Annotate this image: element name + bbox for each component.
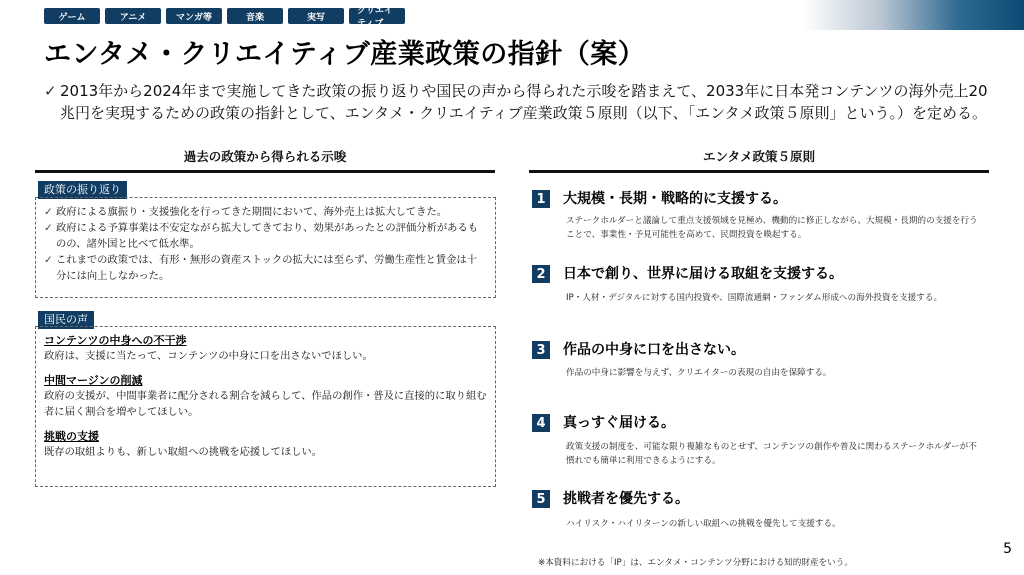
page-number: 5 — [1003, 541, 1012, 557]
left-column-heading: 過去の政策から得られる示唆 — [35, 147, 495, 173]
review-item: ✓ 政府による旗振り・支援強化を行ってきた期間において、海外売上は拡大してきた。 — [44, 206, 448, 218]
review-box — [35, 197, 496, 298]
voice-text: 既存の取組よりも、新しい取組への挑戦を応援してほしい。 — [44, 446, 323, 458]
tab-game[interactable]: ゲーム — [44, 8, 100, 24]
voice-text: 政府は、支援に当たって、コンテンツの中身に口を出さないでほしい。 — [44, 350, 373, 362]
principle-description: ステークホルダーと議論して重点支援領域を見極め、機動的に修正しながら、大規模・長期的の支援を行うことで、事業性・予見可能性を高めて、民間投資を喚起する。 — [566, 216, 978, 240]
principle-description: ハイリスク・ハイリターンの新しい取組への挑戦を優先して支援する。 — [566, 519, 841, 529]
principle-description: IP・人材・デジタルに対する国内投資や、国際流通網・ファンダム形成への海外投資を支援する。 — [566, 293, 943, 303]
principle-heading: 大規模・長期・戦略的に支援する。 — [563, 191, 787, 207]
principle-number: 5 — [532, 490, 550, 508]
header-gradient-bar — [804, 0, 1024, 30]
principle-number: 4 — [532, 414, 550, 432]
principle-number: 3 — [532, 341, 550, 359]
principle-heading: 挑戦者を優先する。 — [563, 491, 689, 507]
right-column-heading: エンタメ政策５原則 — [529, 147, 989, 173]
check-icon: ✓ — [44, 82, 57, 100]
principle-number: 1 — [532, 190, 550, 208]
voice-heading: 中間マージンの削減 — [44, 374, 143, 387]
principle-heading: 日本で創り、世界に届ける取組を支援する。 — [563, 266, 843, 282]
principle-heading: 作品の中身に口を出さない。 — [563, 342, 745, 358]
tab-creative[interactable]: クリエイティブ — [349, 8, 405, 24]
voices-box — [35, 326, 496, 487]
review-label: 政策の振り返り — [38, 181, 127, 199]
principle-heading: 真っすぐ届ける。 — [563, 415, 675, 431]
check-icon: ✓ — [44, 254, 53, 266]
voices-label: 国民の声 — [38, 311, 94, 329]
principle-description: 政策支援の制度を、可能な限り複雑なものとせず、コンテンツの創作や普及に関わるステークホルダーが不慣れでも簡単に利用できるようにする。 — [566, 442, 977, 466]
tab-music[interactable]: 音楽 — [227, 8, 283, 24]
intro-paragraph — [44, 80, 994, 124]
category-tabs — [44, 6, 405, 29]
review-item: ✓ これまでの政策では、有形・無形の資産ストックの拡大には至らず、労働生産性と賃金は十分には向上しなかった。 — [44, 254, 478, 282]
voice-heading: 挑戦の支援 — [44, 430, 99, 443]
tab-manga[interactable]: マンガ等 — [166, 8, 222, 24]
footnote: ※本資料における「IP」は、エンタメ・コンテンツ分野における知的財産をいう。 — [538, 558, 853, 568]
page-title: エンタメ・クリエイティブ産業政策の指針（案） — [44, 39, 646, 70]
review-item: ✓ 政府による予算事業は不安定ながら拡大してきており、効果があったとの評価分析があるものの、諸外国と比べて低水準。 — [44, 222, 479, 250]
voice-text: 政府の支援が、中間事業者に配分される割合を減らして、作品の創作・普及に直接的に取り組む者に届く割合を増やしてほしい。 — [44, 390, 487, 418]
tab-anime[interactable]: アニメ — [105, 8, 161, 24]
check-icon: ✓ — [44, 222, 53, 234]
intro-text: 2013年から2024年まで実施してきた政策の振り返りや国民の声から得られた示唆を踏まえて、2033年に日本発コンテンツの海外売上20兆円を実現するための政策の指針として、エンタメ・クリエイティブ産業政策５原則（以下、「エンタメ政策５原則」という。）を定める。 — [60, 82, 988, 122]
voice-heading: コンテンツの中身への不干渉 — [44, 334, 187, 347]
principle-number: 2 — [532, 265, 550, 283]
check-icon: ✓ — [44, 206, 53, 218]
principle-description: 作品の中身に影響を与えず、クリエイターの表現の自由を保障する。 — [566, 368, 832, 378]
tab-live-action[interactable]: 実写 — [288, 8, 344, 24]
